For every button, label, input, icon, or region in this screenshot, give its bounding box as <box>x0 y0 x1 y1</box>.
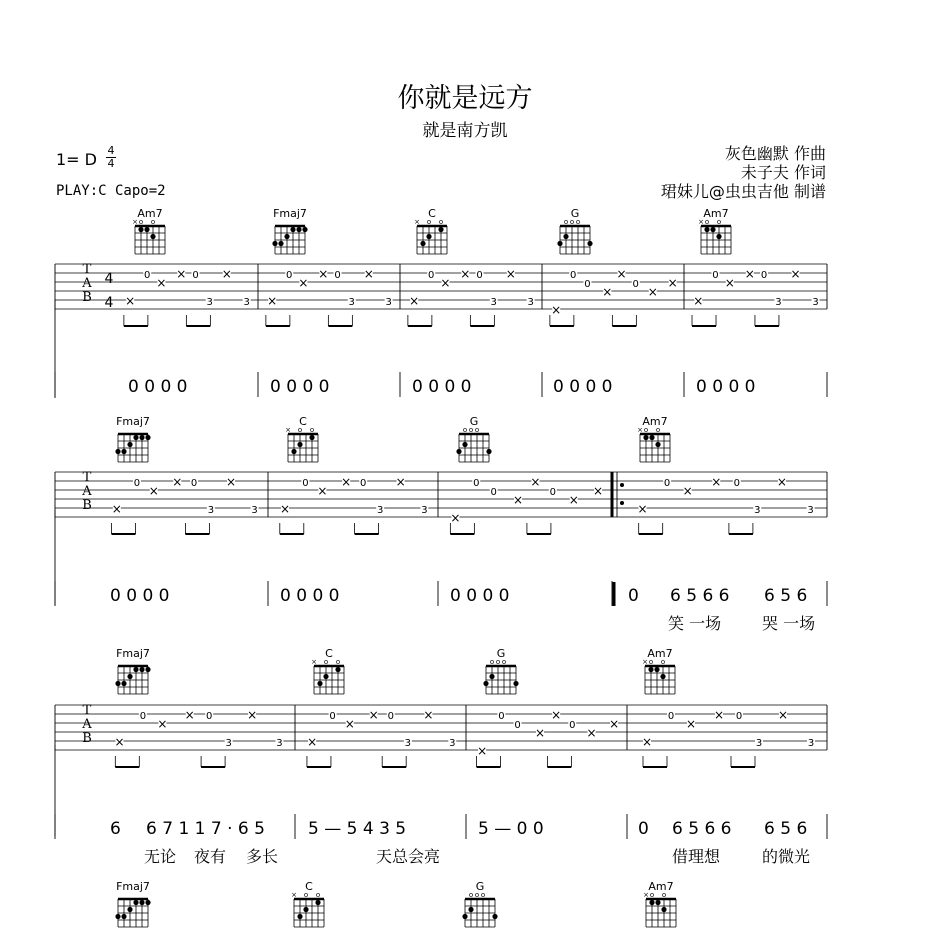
chord-dot <box>291 449 296 454</box>
chord-dot <box>513 681 518 686</box>
chord-dot <box>145 900 150 905</box>
chord-dot <box>468 907 473 912</box>
chord-name: Fmaj7 <box>116 415 150 428</box>
tab-fret-number: 0 <box>360 478 367 489</box>
chord-diagram <box>291 880 324 927</box>
chord-open-mark: × <box>642 658 648 666</box>
tab-clef-letter: T <box>82 703 92 718</box>
chord-name: G <box>475 880 485 893</box>
tab-fret-number: 0 <box>476 270 483 281</box>
chord-name: C <box>305 880 313 893</box>
jianpu-notes: 0 <box>628 586 639 606</box>
chord-dot <box>654 667 659 672</box>
note-mute: × <box>344 717 355 731</box>
tab-fret-number: 3 <box>775 297 782 308</box>
tab-fret-number: 0 <box>569 720 576 731</box>
chord-dot <box>121 449 126 454</box>
chord-dot <box>655 442 660 447</box>
tab-fret-number: 3 <box>807 505 814 516</box>
chord-diagram <box>115 415 150 462</box>
note-mute: × <box>711 475 722 489</box>
chord-open-mark: o <box>480 891 486 899</box>
chord-dot <box>483 681 488 686</box>
note-mute: × <box>114 735 125 749</box>
chord-dot <box>489 674 494 679</box>
tab-clef-letter: A <box>82 484 92 499</box>
note-mute: × <box>505 267 516 281</box>
chord-dot <box>278 241 283 246</box>
tab-fret-number: 0 <box>387 711 394 722</box>
chord-name: G <box>570 207 580 220</box>
note-mute: × <box>477 744 488 758</box>
tab-clef-letter: A <box>82 276 92 291</box>
tab-fret-number: 0 <box>190 478 198 489</box>
note-mute: × <box>790 267 801 281</box>
note-mute: × <box>450 511 461 525</box>
chord-dot <box>649 435 654 440</box>
note-mute: × <box>667 276 678 290</box>
chord-dot <box>563 234 568 239</box>
chord-dot <box>438 227 443 232</box>
repeat-dot <box>620 483 624 487</box>
note-mute: × <box>341 475 352 489</box>
note-mute: × <box>777 708 789 722</box>
tab-fret-number: 3 <box>421 505 428 516</box>
lyric-text: 多长 <box>246 847 279 866</box>
chord-diagram <box>557 207 592 254</box>
note-mute: × <box>368 708 379 722</box>
tab-fret-number: 0 <box>514 720 521 731</box>
chord-name: C <box>299 415 307 428</box>
chord-name: C <box>325 647 333 660</box>
chord-diagram <box>132 207 165 254</box>
chord-dot <box>704 227 709 232</box>
chord-dot <box>133 435 138 440</box>
chord-dot <box>121 914 126 919</box>
jianpu-notes: 0 0 0 0 <box>696 377 756 397</box>
chord-open-mark: o <box>303 891 309 899</box>
lyric-text: 天总会亮 <box>376 847 441 866</box>
chord-dot <box>139 435 144 440</box>
chord-name: C <box>428 207 436 220</box>
chord-dot <box>486 449 491 454</box>
chord-open-mark: × <box>643 891 649 899</box>
chord-name: Fmaj7 <box>116 647 150 660</box>
tab-fret-number: 3 <box>807 738 815 749</box>
note-mute: × <box>125 294 136 308</box>
chord-open-mark: o <box>655 426 661 434</box>
chord-dot <box>716 234 721 239</box>
chord-dot <box>710 227 715 232</box>
chord-open-mark: o <box>648 658 654 666</box>
chord-dot <box>426 234 431 239</box>
chord-dot <box>272 241 277 246</box>
chord-diagram <box>272 207 307 254</box>
chord-open-mark: o <box>716 218 722 226</box>
chord-open-mark: o <box>660 658 666 666</box>
note-mute: × <box>724 276 735 290</box>
note-mute: × <box>535 726 546 740</box>
chord-dot <box>144 227 149 232</box>
chord-dot <box>557 241 562 246</box>
chord-dot <box>145 667 150 672</box>
jianpu-notes: 0 0 0 0 <box>280 586 340 606</box>
chord-open-mark: o <box>474 891 480 899</box>
chord-open-mark: × <box>132 218 138 226</box>
chord-open-mark: o <box>649 891 655 899</box>
chord-diagram <box>414 207 447 254</box>
chord-dot <box>648 667 653 672</box>
note-mute: × <box>713 708 725 722</box>
chord-diagram <box>115 880 150 927</box>
jianpu-notes: 6 7 1 1 7 · 6 5 <box>146 819 265 839</box>
lyric-text: 借理想 <box>672 847 721 866</box>
note-mute: × <box>641 735 653 749</box>
chord-dot <box>661 907 666 912</box>
tab-fret-number: 3 <box>225 738 232 749</box>
chord-dot <box>655 900 660 905</box>
chord-dot <box>297 914 302 919</box>
chord-open-mark: × <box>311 658 317 666</box>
lyric-text: 夜有 <box>194 847 227 866</box>
tab-fret-number: 0 <box>192 270 199 281</box>
note-mute: × <box>363 267 374 281</box>
tab-fret-number: 3 <box>251 505 258 516</box>
note-mute: × <box>247 708 258 722</box>
tab-fret-number: 3 <box>243 297 250 308</box>
chord-dot <box>309 435 314 440</box>
tab-fret-number: 3 <box>754 505 761 516</box>
tab-fret-number: 0 <box>428 270 435 281</box>
chord-open-mark: o <box>575 218 581 226</box>
tab-fret-number: 0 <box>286 270 293 281</box>
chord-dot <box>139 900 144 905</box>
chord-name: Am7 <box>648 880 674 893</box>
chord-name: G <box>496 647 506 660</box>
chord-dot <box>115 681 120 686</box>
chord-open-mark: o <box>489 658 495 666</box>
tab-fret-number: 0 <box>490 487 497 498</box>
chord-dot <box>145 435 150 440</box>
chord-open-mark: × <box>698 218 704 226</box>
tab-fret-number: 0 <box>206 711 213 722</box>
note-mute: × <box>568 493 579 507</box>
note-mute: × <box>602 285 613 299</box>
jianpu-notes: 0 0 0 0 <box>412 377 472 397</box>
tab-clef-letter: A <box>82 717 92 732</box>
jianpu-notes: 6 <box>110 819 121 839</box>
chord-diagram <box>462 880 497 927</box>
chord-open-mark: o <box>315 891 321 899</box>
note-mute: × <box>551 708 562 722</box>
note-mute: × <box>148 484 159 498</box>
tab-fret-number: 0 <box>760 270 768 281</box>
note-mute: × <box>593 484 604 498</box>
composer-credit: 灰色幽默 作曲 <box>724 144 826 163</box>
chord-diagram <box>698 207 731 254</box>
note-mute: × <box>744 267 755 281</box>
note-mute: × <box>298 276 309 290</box>
tab-clef-letter: T <box>82 262 92 277</box>
chord-open-mark: o <box>138 218 144 226</box>
chord-dot <box>133 900 138 905</box>
tab-fret-number: 0 <box>334 270 341 281</box>
note-mute: × <box>221 267 232 281</box>
lyric-text: 哭 一场 <box>762 614 816 633</box>
tab-time-signature: 4 <box>104 271 114 287</box>
lyric-text: 无论 <box>144 847 177 866</box>
tab-fret-number: 0 <box>584 279 591 290</box>
chord-dot <box>139 667 144 672</box>
note-mute: × <box>586 726 597 740</box>
note-mute: × <box>609 717 620 731</box>
time-signature-denominator: 4 <box>107 157 115 170</box>
tab-fret-number: 3 <box>490 297 497 308</box>
tab-fret-number: 0 <box>632 279 639 290</box>
note-mute: × <box>176 267 187 281</box>
note-mute: × <box>267 294 278 308</box>
tab-fret-number: 0 <box>712 270 719 281</box>
chord-open-mark: × <box>285 426 291 434</box>
chord-open-mark: o <box>501 658 507 666</box>
note-mute: × <box>513 493 524 507</box>
chord-open-mark: o <box>297 426 303 434</box>
tab-fret-number: 3 <box>404 738 412 749</box>
note-mute: × <box>318 267 329 281</box>
chord-dot <box>115 914 120 919</box>
lyric-text: 的微光 <box>762 847 811 866</box>
key-signature: 1= D <box>56 150 97 169</box>
chord-dot <box>492 914 497 919</box>
chord-diagram <box>643 880 676 927</box>
note-mute: × <box>111 502 122 516</box>
note-mute: × <box>460 267 471 281</box>
jianpu-notes: 0 0 0 0 <box>110 586 170 606</box>
chord-dot <box>290 227 295 232</box>
song-artist: 就是南方凯 <box>422 121 508 141</box>
jianpu-notes: 0 0 0 0 <box>450 586 510 606</box>
chord-open-mark: o <box>335 658 341 666</box>
chord-diagram <box>642 647 675 694</box>
tab-fret-number: 0 <box>498 711 505 722</box>
chord-open-mark: o <box>150 218 156 226</box>
chord-open-mark: o <box>462 426 468 434</box>
chord-open-mark: o <box>661 891 667 899</box>
chord-open-mark: o <box>323 658 329 666</box>
chord-dot <box>643 435 648 440</box>
chord-open-mark: o <box>704 218 710 226</box>
chord-open-mark: o <box>643 426 649 434</box>
chord-dot <box>138 227 143 232</box>
chord-open-mark: o <box>468 891 474 899</box>
chord-dot <box>317 681 322 686</box>
chord-dot <box>296 227 301 232</box>
chord-open-mark: × <box>291 891 297 899</box>
jianpu-notes: 5 — 0 0 <box>478 819 544 839</box>
tab-fret-number: 0 <box>667 711 675 722</box>
chord-dot <box>660 674 665 679</box>
chord-name: Am7 <box>647 647 673 660</box>
play-capo-info: PLAY:C Capo=2 <box>56 183 166 199</box>
tab-fret-number: 3 <box>206 297 213 308</box>
note-mute: × <box>637 502 648 516</box>
note-mute: × <box>530 475 541 489</box>
jianpu-notes: 0 0 0 0 <box>553 377 613 397</box>
tab-fret-number: 0 <box>570 270 577 281</box>
chord-name: Fmaj7 <box>273 207 307 220</box>
chord-open-mark: o <box>495 658 501 666</box>
note-mute: × <box>551 303 562 317</box>
tab-fret-number: 0 <box>663 478 671 489</box>
chord-diagram <box>637 415 670 462</box>
note-mute: × <box>172 475 183 489</box>
jianpu-notes: 6 5 6 6 <box>670 586 730 606</box>
note-mute: × <box>647 285 658 299</box>
tab-fret-number: 0 <box>139 711 147 722</box>
song-title: 你就是远方 <box>397 83 533 114</box>
jianpu-notes: 5 — 5 4 3 5 <box>308 819 407 839</box>
chord-dot <box>115 449 120 454</box>
tab-fret-number: 3 <box>377 505 384 516</box>
tab-clef-letter: B <box>82 498 92 513</box>
transcriber-credit: 珺妹儿@虫虫吉他 制谱 <box>660 182 826 201</box>
lyricist-credit: 未子夫 作词 <box>740 163 826 182</box>
chord-dot <box>297 442 302 447</box>
jianpu-notes: 0 0 0 0 <box>128 377 188 397</box>
chord-dot <box>420 241 425 246</box>
chord-dot <box>335 667 340 672</box>
chord-open-mark: × <box>637 426 643 434</box>
chord-diagram <box>456 415 491 462</box>
tab-fret-number: 0 <box>329 711 336 722</box>
tab-fret-number: 3 <box>449 738 456 749</box>
tab-fret-number: 3 <box>755 738 763 749</box>
chord-open-mark: × <box>414 218 420 226</box>
note-mute: × <box>616 267 627 281</box>
note-mute: × <box>317 484 328 498</box>
note-mute: × <box>157 717 168 731</box>
chord-open-mark: o <box>569 218 575 226</box>
tab-fret-number: 0 <box>144 270 151 281</box>
tab-clef-letter: T <box>82 470 92 485</box>
chord-dot <box>127 674 132 679</box>
chord-dot <box>323 674 328 679</box>
note-mute: × <box>226 475 237 489</box>
chord-dot <box>456 449 461 454</box>
tab-fret-number: 3 <box>527 297 534 308</box>
lyric-text: 笑 一场 <box>668 614 722 633</box>
tab-fret-number: 3 <box>385 297 392 308</box>
chord-dot <box>127 907 132 912</box>
note-mute: × <box>156 276 167 290</box>
chord-dot <box>315 900 320 905</box>
chord-diagram <box>483 647 518 694</box>
jianpu-notes: 0 0 0 0 <box>270 377 330 397</box>
jianpu-notes: 6 5 6 <box>764 586 808 606</box>
tab-fret-number: 0 <box>735 711 743 722</box>
note-mute: × <box>776 475 787 489</box>
tab-fret-number: 0 <box>549 487 557 498</box>
chord-dot <box>133 667 138 672</box>
chord-name: Am7 <box>137 207 163 220</box>
tab-fret-number: 3 <box>812 297 819 308</box>
chord-dot <box>127 442 132 447</box>
chord-dot <box>302 227 307 232</box>
tab-clef-letter: B <box>82 731 92 746</box>
chord-open-mark: o <box>468 426 474 434</box>
tab-clef-letter: B <box>82 290 92 305</box>
note-mute: × <box>184 708 195 722</box>
repeat-dot <box>620 501 624 505</box>
chord-diagram <box>311 647 344 694</box>
chord-dot <box>462 442 467 447</box>
tab-fret-number: 0 <box>133 478 141 489</box>
jianpu-notes: 6 5 6 6 <box>672 819 732 839</box>
tab-fret-number: 0 <box>733 478 740 489</box>
chord-diagram <box>285 415 318 462</box>
tab-fret-number: 3 <box>207 505 215 516</box>
chord-dot <box>649 900 654 905</box>
jianpu-notes: 6 5 6 <box>764 819 808 839</box>
chord-open-mark: o <box>474 426 480 434</box>
chord-dot <box>121 681 126 686</box>
note-mute: × <box>307 735 318 749</box>
tab-fret-number: 0 <box>302 478 309 489</box>
tab-fret-number: 0 <box>473 478 480 489</box>
chord-open-mark: o <box>309 426 315 434</box>
tab-fret-number: 3 <box>348 297 355 308</box>
chord-dot <box>462 914 467 919</box>
chord-name: Am7 <box>642 415 668 428</box>
note-mute: × <box>423 708 434 722</box>
jianpu-notes: 0 <box>638 819 649 839</box>
chord-name: G <box>469 415 479 428</box>
tab-time-signature: 4 <box>104 295 114 311</box>
chord-name: Fmaj7 <box>116 880 150 893</box>
chord-name: Am7 <box>703 207 729 220</box>
chord-dot <box>150 234 155 239</box>
note-mute: × <box>682 484 693 498</box>
note-mute: × <box>395 475 406 489</box>
chord-dot <box>587 241 592 246</box>
chord-diagram <box>115 647 150 694</box>
chord-dot <box>284 234 289 239</box>
chord-open-mark: o <box>426 218 432 226</box>
tab-fret-number: 3 <box>276 738 283 749</box>
chord-open-mark: o <box>438 218 444 226</box>
note-mute: × <box>685 717 697 731</box>
note-mute: × <box>440 276 451 290</box>
note-mute: × <box>409 294 420 308</box>
note-mute: × <box>279 502 291 516</box>
chord-dot <box>303 907 308 912</box>
time-signature-numerator: 4 <box>107 144 115 157</box>
chord-open-mark: o <box>563 218 569 226</box>
note-mute: × <box>693 294 704 308</box>
